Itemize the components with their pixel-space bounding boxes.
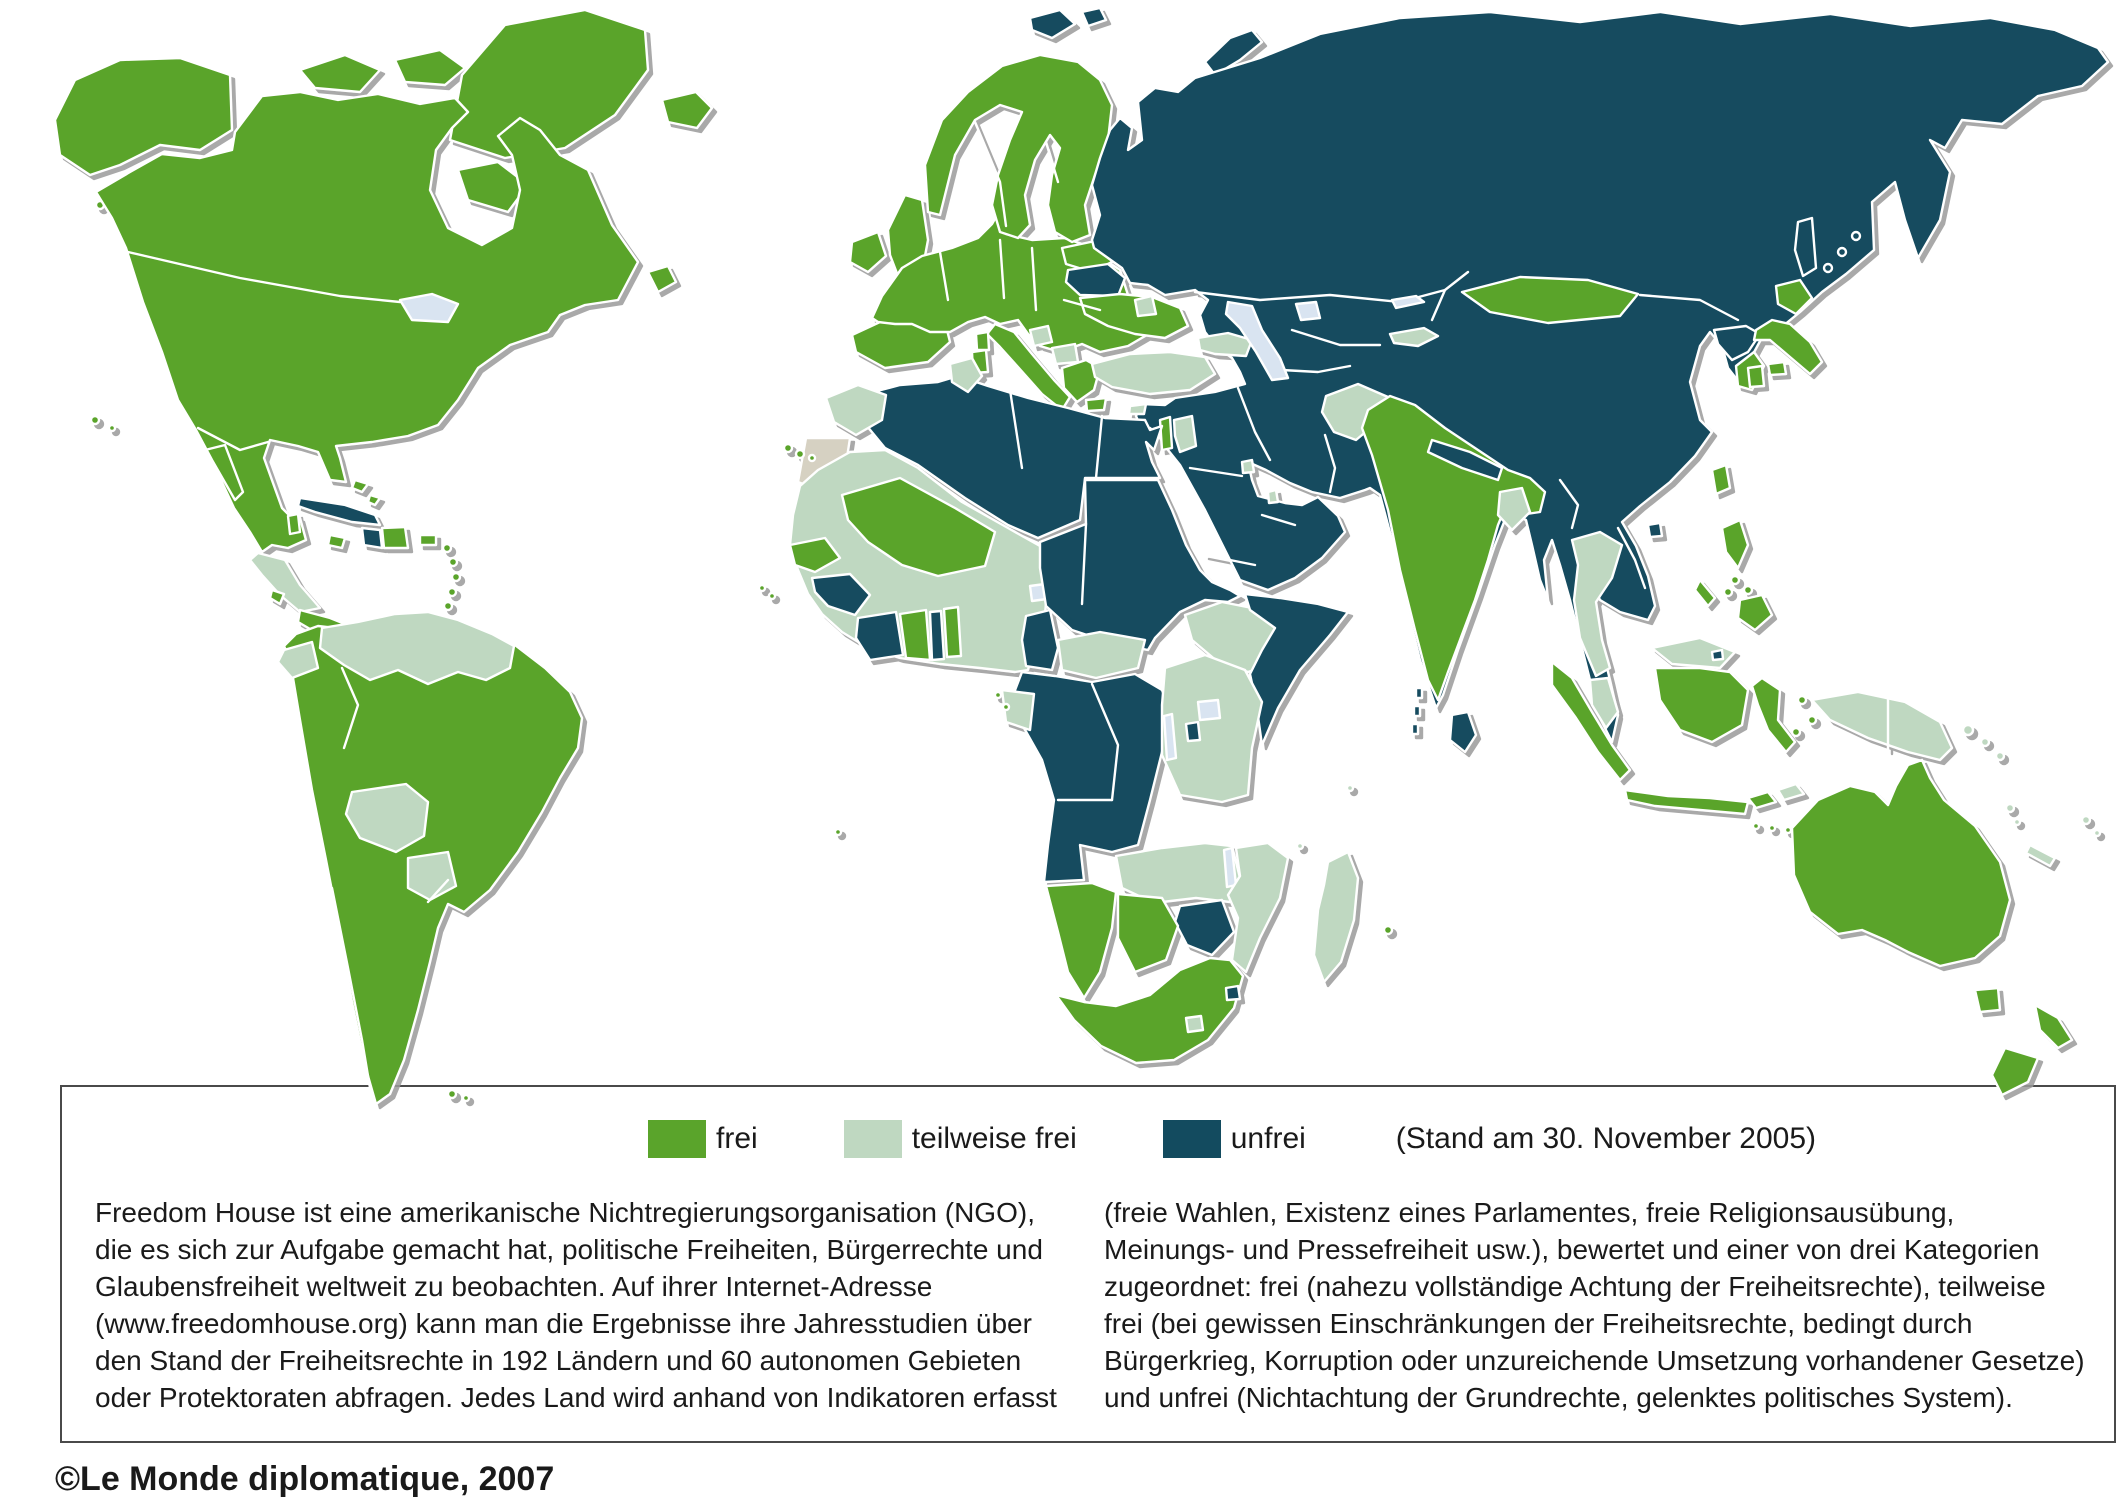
border-algeria-libya [1010,390,1022,468]
region-mali [842,478,995,576]
border-saudi-yemen [1205,555,1255,565]
region-moldova [1135,296,1156,316]
region-cape-verde [769,593,775,599]
region-ivory-coast [856,612,903,660]
legend-swatch-teilweise-frei [844,1120,902,1158]
region-bolivia [346,784,428,852]
region-great-lakes [400,294,458,322]
region-italy [987,324,1070,410]
region-dominican-republic [382,527,408,548]
legend-swatch-unfrei [1163,1120,1221,1158]
border-norway-sweden [975,122,1006,226]
region-lesotho [1186,1016,1203,1032]
region-thailand [1572,532,1622,676]
region-malaysia-peninsula [1590,678,1618,728]
region-israel [1160,417,1172,450]
region-colombia-venezuela-guyanas [320,612,514,684]
description-line: Meinungs- und Pressefreiheit usw.), bewertet und einer von drei Kategorien [1104,1234,2040,1265]
region-bangladesh [1498,488,1530,530]
description-line: den Stand der Freiheitsrechte in 192 Ländern und 60 autonomen Gebieten [95,1345,1022,1376]
border-peru-brazil [342,668,358,748]
region-seychelles [1347,785,1353,791]
region-south-korea [1736,352,1764,390]
region-kuril-islands [1824,264,1832,272]
region-cape-verde [759,585,765,591]
region-togo [930,611,944,660]
region-aleutian-islands [121,208,129,216]
region-eurasia-unfree-block [1092,12,2108,742]
border-saudi-iraq [1190,468,1242,476]
region-kuril-islands [1838,248,1846,256]
region-north-america [96,92,638,552]
region-baffin-island [458,162,528,212]
region-aleutian-islands [96,201,104,209]
region-lesser-sunda [1769,825,1775,831]
region-baltic-states [1062,240,1112,272]
region-visayas [1744,586,1752,594]
region-ecuador [278,642,318,678]
region-visayas [1724,588,1732,596]
region-namibia [1046,883,1116,998]
region-vanuatu [2014,819,2020,825]
region-crete [1086,398,1106,411]
region-benin [944,607,961,657]
region-sicily [1029,410,1048,424]
region-lake-chad [1030,584,1047,601]
region-jamaica [328,535,345,548]
region-caucasus [1198,333,1252,356]
region-belarus [1066,264,1125,296]
region-bosnia [1030,326,1052,346]
region-ethiopia [1185,602,1300,672]
region-solomon-islands [1996,752,2004,760]
border-poland-east [1032,248,1036,310]
region-comoros [1297,843,1303,849]
region-moluccas [1798,696,1806,704]
region-mauritius [1384,926,1392,934]
region-sardinia [972,350,988,373]
region-arctic-island [300,55,380,92]
region-bahamas [352,480,368,492]
region-taiwan [1712,465,1730,494]
region-kuwait [1242,460,1254,473]
description-line: frei (bei gewissen Einschränkungen der Freiheitsrechte, bedingt durch [1104,1308,1973,1339]
region-kuril-islands [1852,232,1860,240]
region-united-kingdom [888,195,928,276]
description-line: Glaubensfreiheit weltweit zu beobachten. Auf ihrer Internet-Adresse [95,1271,933,1302]
region-rwanda-burundi [1186,722,1200,741]
region-puerto-rico [420,535,436,545]
border-kazakhstan-uzbekistan [1292,330,1380,345]
border-russia-china [1640,295,1738,320]
region-lake-tanganyika [1164,714,1176,760]
border-libya-egypt [1096,416,1102,478]
border-france-germany [940,252,948,300]
region-lake-malawi [1224,848,1236,887]
region-visayas [1731,576,1739,584]
region-sumatra [1552,662,1630,780]
region-swaziland [1226,986,1240,1000]
region-cameroon [1022,610,1058,670]
region-ukraine [1080,294,1188,338]
region-new-guinea [1812,692,1952,760]
region-lake-victoria [1198,700,1220,720]
region-jordan [1174,416,1196,452]
region-chad-sudan-eritrea [1040,480,1240,650]
region-lesser-sunda [1785,827,1791,833]
region-kyrgyzstan [1390,328,1438,346]
region-hawaii [109,425,115,431]
region-fiji [2094,830,2100,836]
region-hawaii [91,416,99,424]
region-maldives [1414,706,1420,716]
region-senegal [790,538,840,572]
region-belize [288,514,300,534]
legend [648,1116,1816,1162]
border-iran-pakistan [1325,435,1335,492]
region-turkey [1092,352,1215,394]
region-zambia-malawi [1116,843,1240,903]
region-congo-drc-angola [1012,672,1170,882]
border-germany-poland [1000,240,1004,298]
region-tunisia [950,358,982,392]
description-right-column [1104,1194,2085,1416]
region-canary-islands [796,450,804,458]
region-novaya-zemlya [1205,30,1262,75]
border-romania [1064,300,1100,310]
legend-label-teilweise-frei: teilweise frei [911,1122,1077,1155]
region-alaska [55,58,232,175]
region-lesser-antilles [449,558,457,566]
region-cuba [298,498,380,525]
region-japan-kyushu [1748,366,1764,387]
region-new-britain [1963,725,1973,735]
region-canary-islands [784,444,792,452]
border-saudi-oman [1262,515,1295,525]
border-drc-internal [1092,684,1118,800]
region-sao-tome [995,692,1001,698]
region-lesser-sunda [1753,823,1759,829]
description-line: Freedom House ist eine amerikanische Nichtregierungsorganisation (NGO), [95,1197,1035,1228]
region-sao-tome [1003,704,1009,710]
region-north-korea [1714,326,1760,360]
region-st-helena [835,829,841,835]
region-victoria-island [320,98,385,130]
region-tasmania [1975,988,2000,1012]
description-line: zugeordnet: frei (nahezu vollständige Achtung der Freiheitsrechte), teilweise [1104,1271,2046,1302]
region-sakhalin [1795,218,1816,276]
region-albania-macedonia [1052,344,1078,364]
region-guinea [812,574,870,615]
border-china-kazakhstan [1432,290,1445,320]
legend-label-frei: frei [716,1122,758,1155]
description-line: (freie Wahlen, Existenz eines Parlamentes, freie Religionsausübung, [1104,1197,1955,1228]
region-zimbabwe [1175,900,1234,955]
region-paraguay [408,852,456,900]
region-solomon-islands [1981,738,1989,746]
region-moluccas [1792,728,1800,736]
region-bahamas [368,495,380,505]
region-nepal [1428,440,1502,480]
region-afghanistan [1322,384,1388,440]
region-maldives [1416,688,1422,698]
description-line: (www.freedomhouse.org) kann man die Ergebnisse ihre Jahresstudien über [95,1308,1032,1339]
border-chile-argentina [332,888,370,1088]
description-line: und unfrei (Nichtachtung der Grundrechte, gelenktes politisches System). [1104,1382,2013,1413]
region-gabon [1002,690,1034,730]
region-central-america [250,553,320,612]
border-chad-sudan-line [1082,524,1086,604]
region-greenland [450,10,648,158]
region-ghana [900,610,930,660]
description-line: oder Protektoraten abfragen. Jedes Land wird anhand von Indikatoren erfasst [95,1382,1057,1413]
region-lake-balkhash [1392,296,1424,308]
region-japan-shikoku [1768,362,1786,375]
region-maldives [1412,724,1418,734]
region-south-africa [1056,958,1243,1063]
border-iran-turkmenistan [1282,366,1350,372]
region-timor-west [1748,792,1776,808]
region-greece [1062,360,1100,402]
legend-label-unfrei: unfrei [1230,1122,1306,1155]
region-iceland [662,92,712,128]
region-somalia [1245,594,1348,745]
border-iraq-iran [1238,388,1270,460]
description-line: die es sich zur Aufgabe gemacht hat, politische Freiheiten, Bürgerrechte und [95,1234,1043,1265]
region-morocco [826,385,886,435]
region-svalbard [1030,10,1075,38]
border-us-canada [128,252,400,302]
region-scandinavia [925,55,1112,242]
region-botswana [1118,894,1178,972]
region-sulawesi [1752,678,1795,752]
region-canary-islands [809,455,815,461]
border-russia-kazakhstan [1195,272,1468,302]
region-lesser-antilles [448,588,456,596]
region-japan-honshu [1754,320,1822,374]
region-philippines-mindanao [1738,595,1772,630]
border-sweden-finland [1046,142,1058,182]
region-costa-rica-panama [298,610,355,640]
region-newfoundland [648,266,676,292]
region-sri-lanka [1450,712,1476,752]
region-south-america [284,612,582,1104]
region-svalbard [1082,8,1106,26]
region-cyprus [1129,404,1146,414]
region-timor-east [1778,784,1804,800]
region-corsica [976,332,989,350]
region-aral-sea [1296,302,1320,320]
region-central-african-republic [1058,632,1145,678]
region-mozambique [1228,843,1288,972]
region-iberia [852,318,950,368]
region-trinidad [440,618,456,630]
border-vietnam-laos [1618,528,1645,588]
border-us-mexico [198,428,268,450]
region-brunei [1712,650,1723,660]
region-arctic-island [395,50,465,85]
region-lesser-antilles [443,544,451,552]
region-borneo [1655,668,1748,742]
legend-date-note: (Stand am 30. November 2005) [1395,1122,1817,1155]
region-central-europe [872,206,1152,352]
region-qatar [1268,490,1278,503]
region-north-africa [862,376,1162,538]
description-line: Bürgerkrieg, Korruption oder unzureichende Umsetzung vorhandener Gesetze) [1104,1345,2085,1376]
region-fiji [2082,816,2090,824]
region-australia [1792,760,2010,966]
legend-swatch-frei [648,1120,706,1158]
region-lesser-antilles [452,573,460,581]
region-el-salvador [270,590,284,604]
description-left-column [95,1194,1057,1416]
region-japan-hokkaido [1776,280,1812,314]
region-mongolia [1462,277,1638,323]
region-aleutian-islands [146,210,154,218]
region-philippines-luzon [1722,520,1748,568]
region-haiti [362,528,382,548]
region-hainan [1648,523,1662,537]
region-palawan [1695,580,1715,606]
border-uruguay [428,880,448,902]
border-myanmar-china [1560,480,1578,528]
region-ireland [850,232,886,272]
region-caspian-sea [1226,302,1288,380]
region-new-caledonia [2026,845,2055,866]
region-western-sahara [798,438,850,490]
region-uganda-kenya-tanzania [1162,655,1262,802]
region-new-zealand-north [2035,1005,2072,1048]
region-malaysia-borneo [1652,638,1735,668]
copyright-notice: ©Le Monde diplomatique, 2007 [55,1460,555,1498]
region-moluccas [1808,716,1816,724]
region-vanuatu [2006,804,2014,812]
region-india [1362,396,1545,700]
region-west-africa [790,450,1048,672]
region-lesser-antilles [444,602,452,610]
region-madagascar [1314,852,1358,982]
region-java [1625,790,1748,814]
